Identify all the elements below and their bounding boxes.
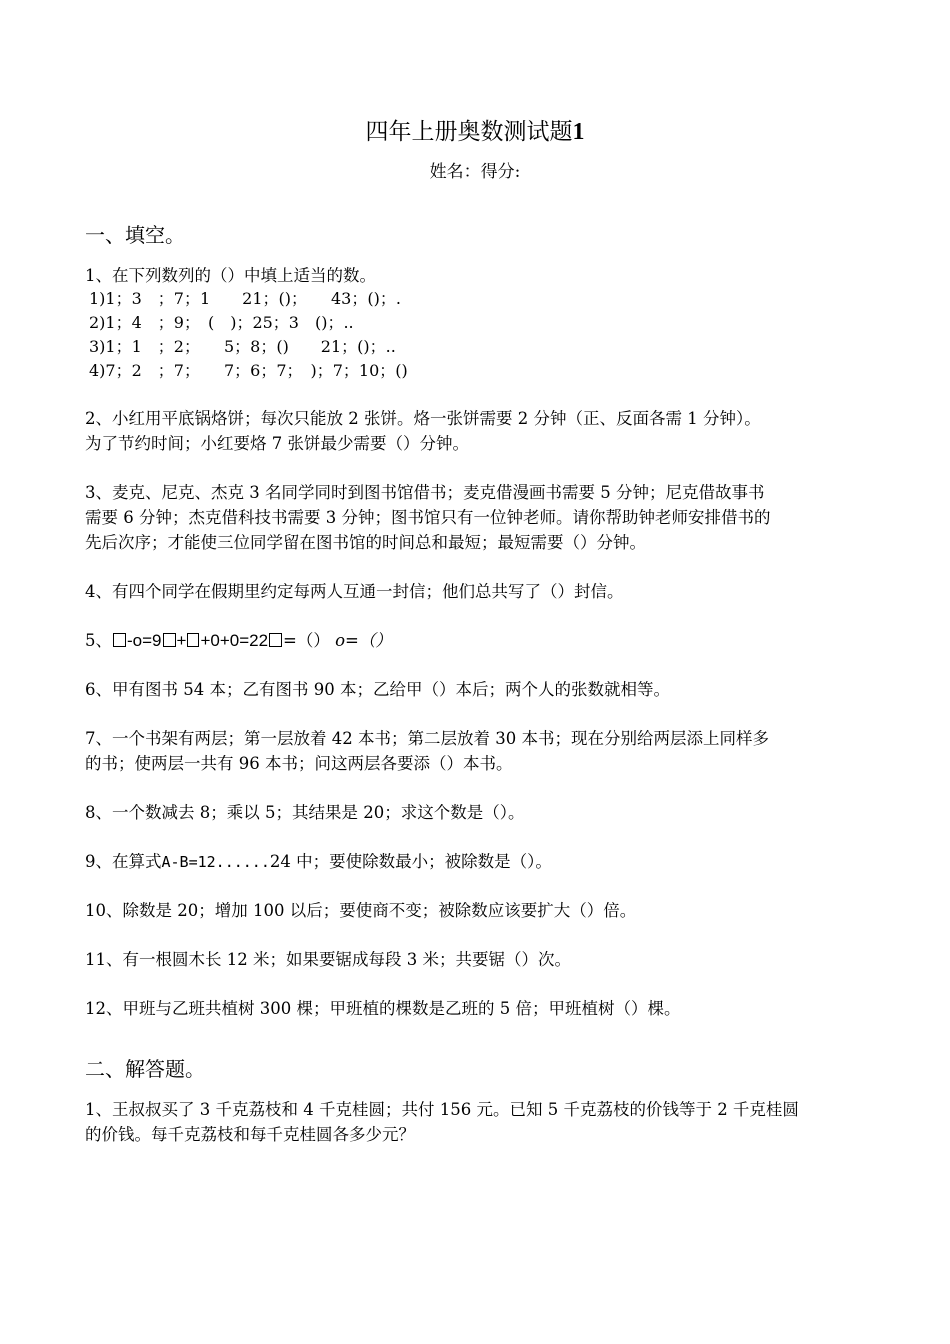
q9-line	[85, 849, 552, 875]
q5-equation-part: -o=9	[127, 631, 162, 650]
name-score-line: 姓名：得分:	[429, 162, 521, 182]
title-number: 1	[572, 119, 585, 145]
section1-heading: 一、填空。	[85, 223, 185, 247]
q5-equation-part: o=（）	[335, 631, 392, 650]
q3-line: 需要 6 分钟；杰克借科技书需要 3 分钟；图书馆只有一位钟老师。请你帮助钟老师安排借书的	[85, 508, 771, 527]
q4-line: 4、有四个同学在假期里约定每两人互通一封信；他们总共写了（）封信。	[85, 582, 624, 601]
q3-line: 先后次序；才能使三位同学留在图书馆的时间总和最短；最短需要（）分钟。	[85, 533, 646, 552]
q2-line: 2、小红用平底锅烙饼；每次只能放 2 张饼。烙一张饼需要 2 分钟（正、反面各需 1 分钟）。	[85, 409, 761, 428]
q2-line: 为了节约时间；小红要烙 7 张饼最少需要（）分钟。	[85, 434, 469, 453]
q7-line: 7、一个书架有两层；第一层放着 42 本书；第二层放着 30 本书；现在分别给两层添上同样多	[85, 729, 769, 748]
q8-line: 8、一个数减去 8；乘以 5；其结果是 20；求这个数是（）。	[85, 803, 525, 822]
q1-sequence-row: 1)1；3 ；7；1 21；()； 43；()；.	[89, 289, 401, 308]
q5-line	[85, 628, 392, 653]
q11-line: 11、有一根圆木长 12 米；如果要锯成每段 3 米；共要锯（）次。	[85, 950, 571, 969]
q9-suffix: 24 中；要使除数最小；被除数是（）。	[269, 852, 552, 871]
page-title	[0, 117, 950, 147]
q9-expression: A-B=12......	[161, 853, 270, 871]
q1-sequence-row: 3)1；1 ；2； 5；8；() 21；()；..	[89, 337, 396, 356]
answer-q1-line: 的价钱。每千克荔枝和每千克桂圆各多少元？	[85, 1125, 415, 1144]
q5-equation-part: =（）	[283, 631, 330, 650]
q5-equation-part: +0+0=22	[200, 631, 269, 650]
q5-prefix: 5、	[85, 631, 112, 650]
q7-line: 的书；使两层一共有 96 本书；问这两层各要添（）本书。	[85, 754, 513, 773]
q6-line: 6、甲有图书 54 本；乙有图书 90 本；乙给甲（）本后；两个人的张数就相等。	[85, 680, 670, 699]
square-box-icon	[113, 633, 126, 647]
q1-stem: 1、在下列数列的（）中填上适当的数。	[85, 266, 376, 285]
square-box-icon	[269, 633, 282, 647]
q3-line: 3、麦克、尼克、杰克 3 名同学同时到图书馆借书；麦克借漫画书需要 5 分钟；尼克借故事书	[85, 483, 765, 502]
q12-line: 12、甲班与乙班共植树 300 棵；甲班植的棵数是乙班的 5 倍；甲班植树（）棵。	[85, 999, 681, 1018]
answer-q1-line: 1、王叔叔买了 3 千克荔枝和 4 千克桂圆；共付 156 元。已知 5 千克荔枝的价钱等于 2 千克桂圆	[85, 1100, 799, 1119]
square-box-icon	[163, 633, 176, 647]
q5-equation-part: +	[176, 631, 187, 650]
q1-sequence-row: 4)7；2 ；7； 7；6；7； )；7；10；()	[89, 361, 408, 380]
title-text: 四年上册奥数测试题	[365, 119, 573, 145]
q1-sequence-row: 2)1；4 ；9； ( )；25；3 ()；..	[89, 313, 354, 332]
q9-prefix: 9、在算式	[85, 852, 162, 871]
section2-heading: 二、解答题。	[85, 1057, 205, 1081]
q10-line: 10、除数是 20；增加 100 以后；要使商不变；被除数应该要扩大（）倍。	[85, 901, 637, 920]
square-box-icon	[187, 633, 199, 647]
